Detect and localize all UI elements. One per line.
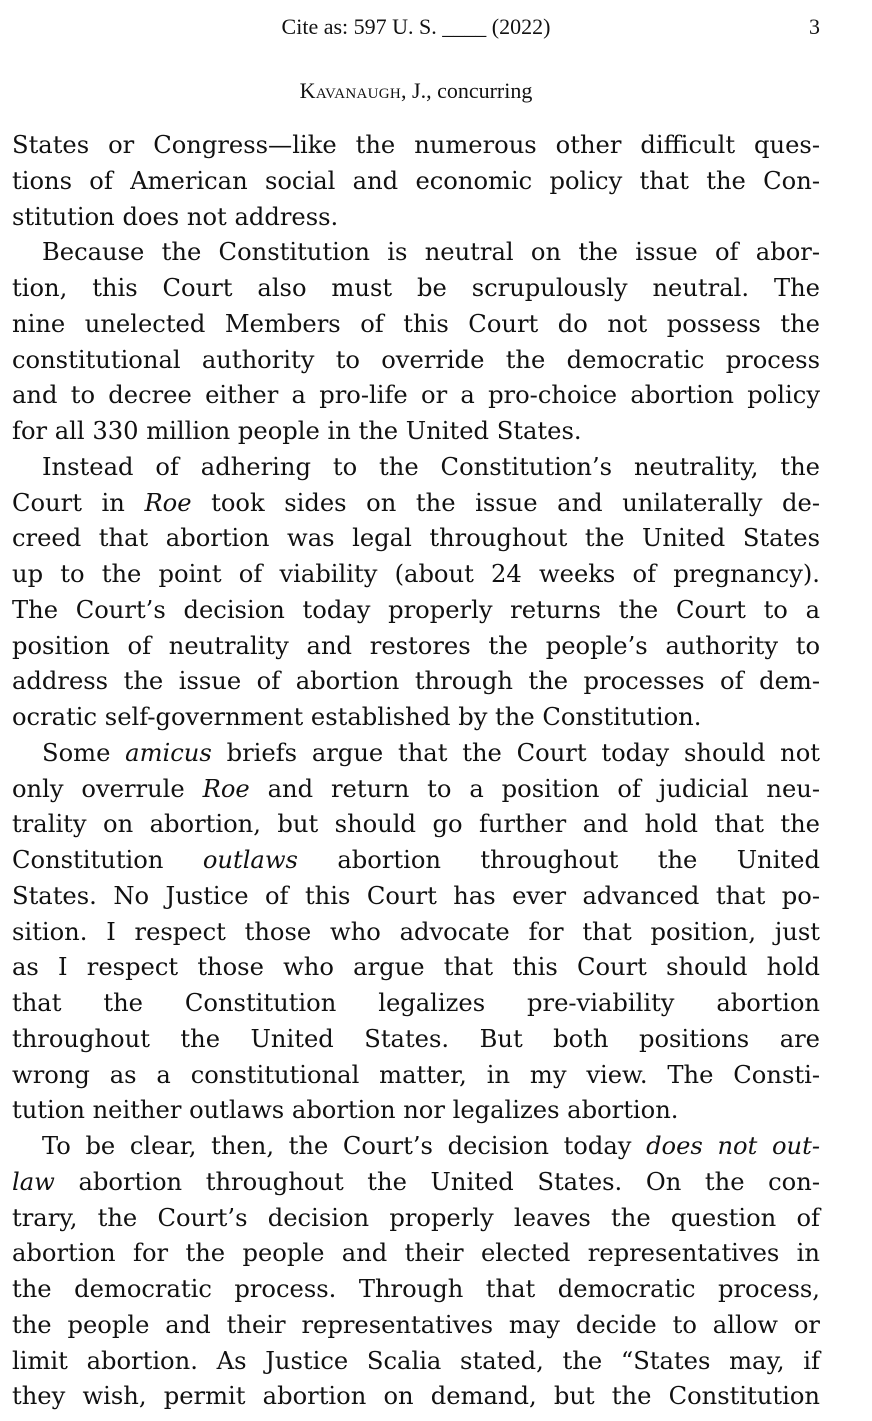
text-line: that the Constitution legalizes pre-viability abortion [12, 989, 820, 1017]
paragraph [12, 450, 820, 736]
paragraph [12, 1129, 820, 1415]
text-line: for all 330 million people in the United States. [12, 417, 582, 445]
text-line [12, 843, 820, 879]
text-run: abortion throughout the United States. On the con- [54, 1167, 820, 1196]
italic-phrase: law [12, 1167, 55, 1196]
author-name: Kavanaugh [299, 78, 402, 103]
italic-phrase: does not out- [646, 1132, 821, 1160]
author-line [0, 78, 832, 104]
text-line: limit abortion. As Justice Scalia stated, the “States may, if [12, 1346, 820, 1375]
text-line: sition. I respect those who advocate for that position, just [12, 917, 820, 946]
text-line: tions of American social and economic policy that the Con- [12, 166, 820, 195]
text-run: Court in [12, 488, 145, 517]
text-line: States. No Justice of this Court has ever advanced that po- [12, 881, 820, 910]
text-line: wrong as a constitutional matter, in my view. The Consti- [12, 1060, 820, 1089]
text-line [12, 1129, 820, 1165]
italic-term: outlaws [202, 846, 298, 874]
text-line: constitutional authority to override the democratic process [12, 345, 820, 374]
text-line: and to decree either a pro-life or a pro-choice abortion policy [12, 381, 820, 410]
text-run: and return to a position of judicial neu- [249, 774, 821, 803]
text-run: took sides on the issue and unilaterally de- [191, 488, 820, 517]
text-line: The Court’s decision today properly returns the Court to a [12, 595, 820, 624]
text-run: abortion throughout the United [297, 846, 820, 874]
author-role: , J., concurring [401, 78, 533, 103]
text-run: Some [42, 738, 126, 767]
text-line: throughout the United States. But both positions are [12, 1024, 820, 1053]
text-line: the democratic process. Through that democratic process, [12, 1275, 820, 1303]
text-line [12, 736, 820, 772]
text-run: only overrule [12, 774, 203, 803]
text-line [12, 1165, 820, 1201]
citation-line: Cite as: 597 U. S. ____ (2022) [281, 14, 551, 39]
text-line: nine unelected Members of this Court do not possess the [12, 309, 820, 338]
text-line: as I respect those who argue that this Court should hold [12, 953, 820, 982]
text-line: abortion for the people and their elected representatives in [12, 1239, 820, 1268]
page-number: 3 [809, 14, 820, 39]
text-line: creed that abortion was legal throughout the United States [12, 524, 820, 553]
case-name-roe: Roe [202, 774, 250, 803]
text-line: address the issue of abortion through the processes of dem- [12, 667, 820, 696]
text-line: States or Congress—like the numerous other difficult ques- [12, 131, 820, 159]
paragraph [12, 128, 820, 235]
text-line: tution neither outlaws abortion nor legalizes abortion. [12, 1096, 679, 1125]
text-line: stitution does not address. [12, 202, 339, 231]
text-line: trary, the Court’s decision properly leaves the question of [12, 1203, 820, 1232]
text-line: trality on abortion, but should go further and hold that the [12, 810, 820, 839]
text-line: the people and their representatives may decide to allow or [12, 1310, 820, 1339]
text-run: briefs argue that the Court today should not [211, 738, 820, 767]
text-line: up to the point of viability (about 24 weeks of pregnancy). [12, 560, 820, 588]
text-line: ocratic self-government established by the Constitution. [12, 703, 702, 731]
text-line: Instead of adhering to the Constitution’s neutrality, the [42, 452, 820, 481]
paragraph [12, 736, 820, 1129]
opinion-body [12, 128, 820, 1415]
paragraph [12, 235, 820, 450]
text-run: Constitution [12, 846, 203, 874]
running-head [0, 12, 872, 42]
case-name-roe: Roe [144, 488, 192, 517]
text-run: To be clear, then, the Court’s decision today [42, 1132, 647, 1160]
text-line [12, 486, 820, 522]
text-line [12, 772, 820, 808]
italic-term: amicus [125, 738, 212, 767]
text-line: tion, this Court also must be scrupulously neutral. The [12, 274, 820, 302]
text-line: they wish, permit abortion on demand, but the Constitution [12, 1382, 820, 1411]
text-line: Because the Constitution is neutral on the issue of abor- [42, 238, 820, 267]
text-line: position of neutrality and restores the people’s authority to [12, 631, 820, 660]
